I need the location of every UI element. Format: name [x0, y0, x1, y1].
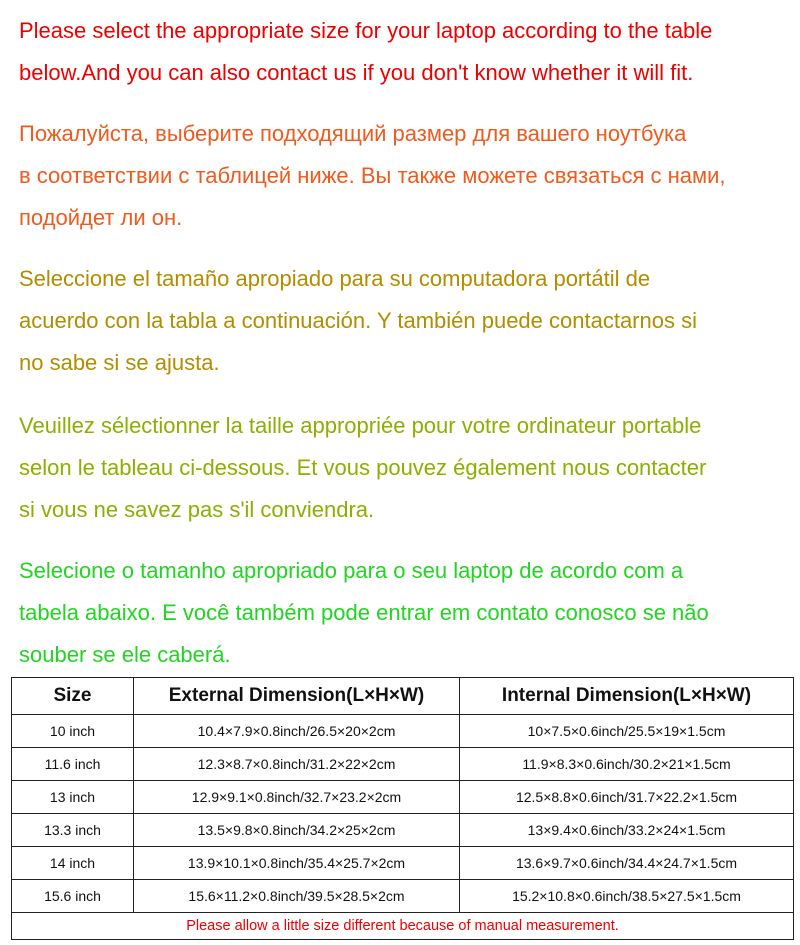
cell-internal: 11.9×8.3×0.6inch/30.2×21×1.5cm: [460, 748, 794, 781]
header-internal-dimension: Internal Dimension(L×H×W): [460, 678, 794, 715]
cell-size: 15.6 inch: [12, 880, 134, 913]
intro-line: Selecione o tamanho apropriado para o seu laptop de acordo com a: [19, 558, 684, 583]
intro-line: acuerdo con la tabla a continuación. Y también puede contactarnos si: [19, 308, 697, 333]
cell-external: 13.9×10.1×0.8inch/35.4×25.7×2cm: [134, 847, 460, 880]
intro-russian: [19, 113, 726, 239]
cell-external: 15.6×11.2×0.8inch/39.5×28.5×2cm: [134, 880, 460, 913]
intro-line: Please select the appropriate size for your laptop according to the table: [19, 18, 713, 43]
size-table: [11, 677, 794, 940]
header-size: Size: [12, 678, 134, 715]
intro-line: selon le tableau ci-dessous. Et vous pouvez également nous contacter: [19, 455, 707, 480]
intro-line: tabela abaixo. E você também pode entrar em contato conosco se não: [19, 600, 709, 625]
table-row: [12, 880, 794, 913]
intro-line: si vous ne savez pas s'il conviendra.: [19, 497, 375, 522]
cell-size: 13.3 inch: [12, 814, 134, 847]
table-row: [12, 715, 794, 748]
cell-external: 10.4×7.9×0.8inch/26.5×20×2cm: [134, 715, 460, 748]
intro-spanish: [19, 258, 697, 384]
cell-internal: 13×9.4×0.6inch/33.2×24×1.5cm: [460, 814, 794, 847]
intro-french: [19, 405, 706, 531]
intro-english: [19, 10, 712, 94]
intro-line: Seleccione el tamaño apropiado para su computadora portátil de: [19, 266, 651, 291]
table-header-row: [12, 678, 794, 715]
cell-size: 14 inch: [12, 847, 134, 880]
table-row: [12, 748, 794, 781]
table-row: [12, 814, 794, 847]
cell-external: 12.9×9.1×0.8inch/32.7×23.2×2cm: [134, 781, 460, 814]
intro-line: no sabe si se ajusta.: [19, 350, 220, 375]
cell-external: 12.3×8.7×0.8inch/31.2×22×2cm: [134, 748, 460, 781]
cell-internal: 15.2×10.8×0.6inch/38.5×27.5×1.5cm: [460, 880, 794, 913]
table-row: [12, 781, 794, 814]
cell-internal: 10×7.5×0.6inch/25.5×19×1.5cm: [460, 715, 794, 748]
cell-internal: 12.5×8.8×0.6inch/31.7×22.2×1.5cm: [460, 781, 794, 814]
intro-line: Veuillez sélectionner la taille appropriée pour votre ordinateur portable: [19, 413, 702, 438]
cell-external: 13.5×9.8×0.8inch/34.2×25×2cm: [134, 814, 460, 847]
cell-size: 11.6 inch: [12, 748, 134, 781]
intro-line: below.And you can also contact us if you don't know whether it will fit.: [19, 60, 694, 85]
intro-line: в соответствии с таблицей ниже. Вы также можете связаться с нами,: [19, 163, 726, 188]
measurement-note-row: [12, 913, 794, 940]
cell-size: 10 inch: [12, 715, 134, 748]
intro-line: подойдет ли он.: [19, 205, 183, 230]
intro-line: souber se ele caberá.: [19, 642, 231, 667]
measurement-note: Please allow a little size different because of manual measurement.: [12, 913, 794, 940]
cell-size: 13 inch: [12, 781, 134, 814]
intro-line: Пожалуйста, выберите подходящий размер для вашего ноутбука: [19, 121, 687, 146]
cell-internal: 13.6×9.7×0.6inch/34.4×24.7×1.5cm: [460, 847, 794, 880]
header-external-dimension: External Dimension(L×H×W): [134, 678, 460, 715]
table-row: [12, 847, 794, 880]
intro-portuguese: [19, 550, 709, 676]
